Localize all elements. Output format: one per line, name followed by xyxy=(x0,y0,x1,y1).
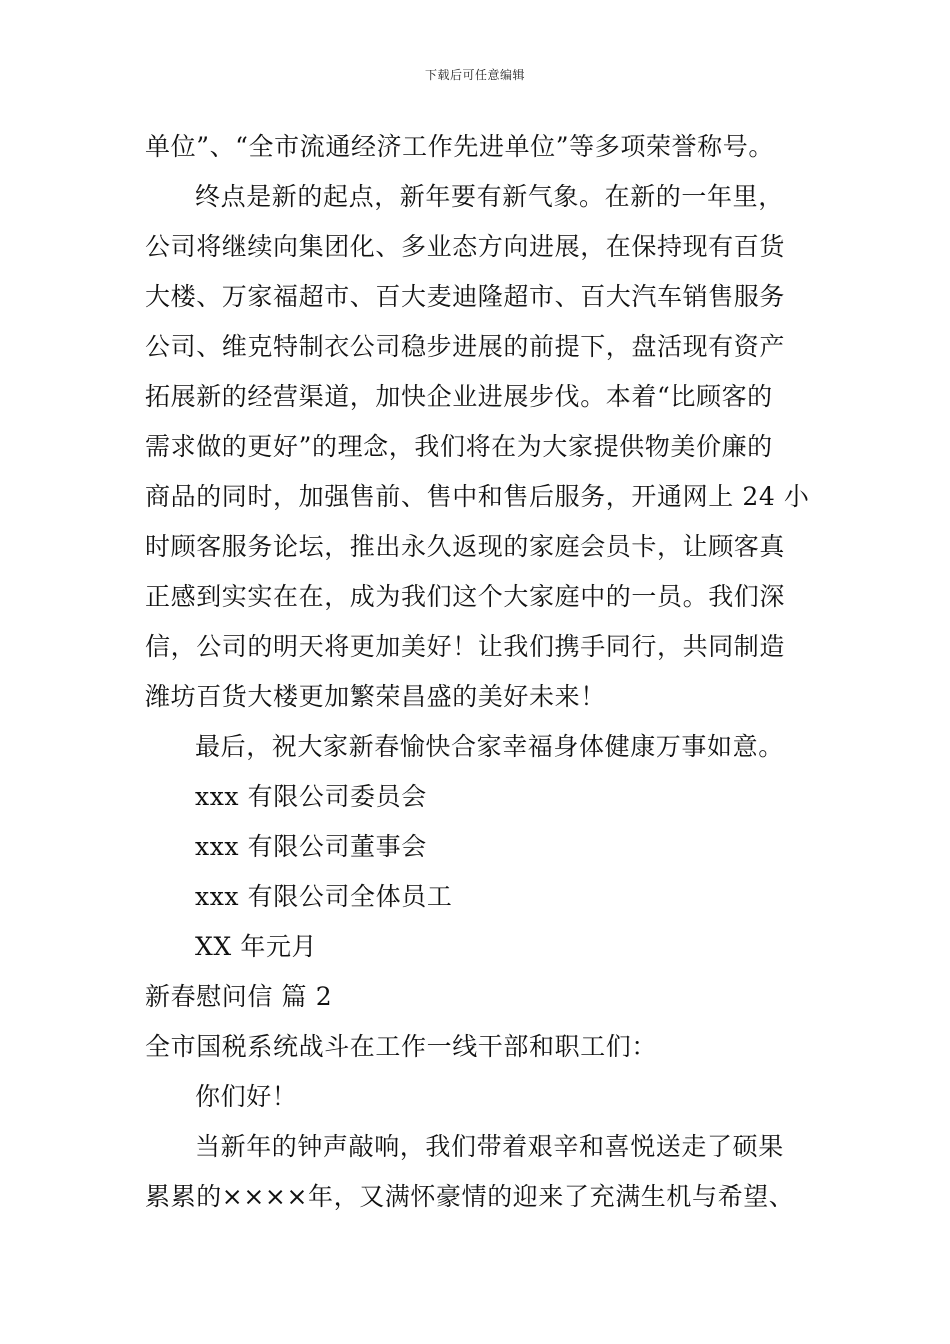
text-line: 时顾客服务论坛，推出永久返现的家庭会员卡，让顾客真 xyxy=(145,532,786,561)
text-line: 商品的同时，加强售前、售中和售后服务，开通网上 24 小 xyxy=(145,482,810,511)
signature-line: xxx 有限公司委员会 xyxy=(195,782,427,811)
closing-wish: 最后，祝大家新春愉快合家幸福身体健康万事如意。 xyxy=(195,732,784,761)
signature-line: xxx 有限公司全体员工 xyxy=(195,882,453,911)
text-line: 公司、维克特制衣公司稳步进展的前提下，盘活现有资产 xyxy=(145,332,786,361)
salutation: 全市国税系统战斗在工作一线干部和职工们： xyxy=(145,1032,658,1061)
text-line: 信，公司的明天将更加美好！让我们携手同行，共同制造 xyxy=(145,632,786,661)
text-line: 潍坊百货大楼更加繁荣昌盛的美好未来！ xyxy=(145,682,606,711)
date-line: XX 年元月 xyxy=(195,932,318,961)
section-heading: 新春慰问信 篇 2 xyxy=(145,982,333,1011)
text-line: 正感到实实在在，成为我们这个大家庭中的一员。我们深 xyxy=(145,582,786,611)
text-line: 拓展新的经营渠道，加快企业进展步伐。本着“比顾客的 xyxy=(145,382,773,411)
page-header-note: 下载后可任意编辑 xyxy=(424,68,525,82)
text-line: 需求做的更好”的理念，我们将在为大家提供物美价廉的 xyxy=(145,432,773,461)
text-line: 累累的××××年，又满怀豪情的迎来了充满生机与希望、 xyxy=(145,1182,795,1211)
text-line: 当新年的钟声敲响，我们带着艰辛和喜悦送走了硕果 xyxy=(195,1132,784,1161)
greeting: 你们好！ xyxy=(195,1082,298,1111)
document-body xyxy=(145,122,845,1222)
text-line: 大楼、万家福超市、百大麦迪隆超市、百大汽车销售服务 xyxy=(145,282,786,311)
text-line: 公司将继续向集团化、多业态方向进展，在保持现有百货 xyxy=(145,232,786,261)
signature-line: xxx 有限公司董事会 xyxy=(195,832,427,861)
text-line: 终点是新的起点，新年要有新气象。在新的一年里， xyxy=(195,182,784,211)
text-line: 单位”、“全市流通经济工作先进单位”等多项荣誉称号。 xyxy=(145,132,774,161)
